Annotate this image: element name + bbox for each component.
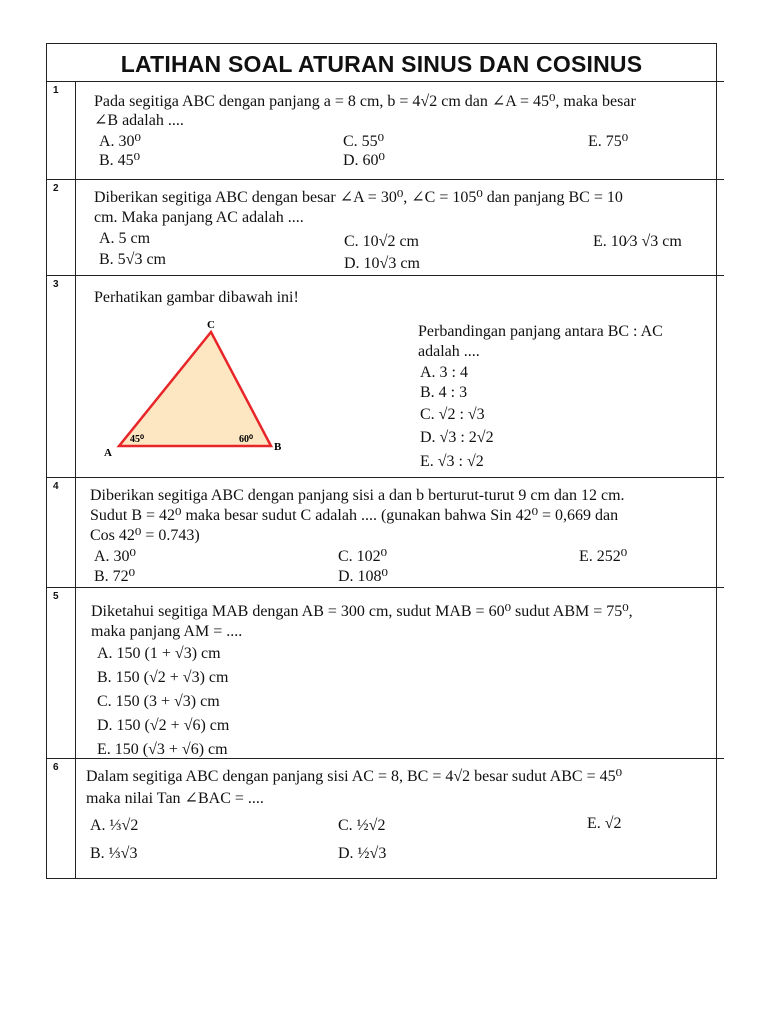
option-e[interactable]: E. √3 : √2 (420, 453, 484, 470)
option-e[interactable]: E. 252⁰ (579, 548, 628, 565)
option-d[interactable]: D. 60⁰ (343, 152, 385, 169)
question-text-line: Cos 42⁰ = 0.743) (90, 527, 200, 544)
row-tick (716, 81, 724, 82)
angle-label-b: 60⁰ (239, 434, 254, 445)
vertex-label-a: A (104, 447, 112, 459)
option-e[interactable]: E. 10⁄3 √3 cm (593, 233, 682, 250)
option-d[interactable]: D. ½√3 (338, 845, 387, 862)
question-row-2 (47, 179, 716, 276)
question-text-line: Diketahui segitiga MAB dengan AB = 300 cm, sudut MAB = 60⁰ sudut ABM = 75⁰, (91, 603, 633, 620)
question-row-5 (47, 587, 716, 759)
option-c[interactable]: C. 150 (3 + √3) cm (97, 693, 220, 710)
vertex-label-b: B (274, 441, 282, 453)
question-text-line: Sudut B = 42⁰ maka besar sudut C adalah .... (gunakan bahwa Sin 42⁰ = 0,669 dan (90, 507, 619, 524)
option-d[interactable]: D. 10√3 cm (344, 255, 420, 272)
angle-label-a: 45⁰ (130, 434, 145, 445)
question-side-line: adalah .... (418, 343, 480, 360)
question-number: 3 (53, 279, 59, 290)
question-text-line: Pada segitiga ABC dengan panjang a = 8 cm, b = 4√2 cm dan ∠A = 45⁰, maka besar (94, 93, 636, 110)
row-tick (716, 477, 724, 478)
question-row-3 (47, 275, 716, 474)
question-text-line: Perhatikan gambar dibawah ini! (94, 289, 299, 306)
question-text-line: Dalam segitiga ABC dengan panjang sisi AC = 8, BC = 4√2 besar sudut ABC = 45⁰ (86, 768, 623, 785)
option-b[interactable]: B. 4 : 3 (420, 384, 468, 401)
option-a[interactable]: A. 30⁰ (99, 133, 141, 150)
question-row-1 (47, 81, 716, 180)
question-number: 6 (53, 762, 59, 773)
option-b[interactable]: B. 45⁰ (99, 152, 141, 169)
option-a[interactable]: A. 3 : 4 (420, 364, 468, 381)
option-e[interactable]: E. √2 (587, 815, 622, 832)
page-title: LATIHAN SOAL ATURAN SINUS DAN COSINUS (120, 51, 643, 77)
question-text-line: Diberikan segitiga ABC dengan besar ∠A = 30⁰, ∠C = 105⁰ dan panjang BC = 10 (94, 189, 623, 206)
option-b[interactable]: B. 150 (√2 + √3) cm (97, 669, 229, 686)
option-b[interactable]: B. ⅓√3 (90, 845, 138, 862)
row-tick (716, 758, 724, 759)
question-number: 2 (53, 183, 59, 194)
row-tick (716, 275, 724, 276)
question-text-line: ∠B adalah .... (94, 112, 184, 129)
option-c[interactable]: C. √2 : √3 (420, 406, 485, 423)
option-d[interactable]: D. 150 (√2 + √6) cm (97, 717, 230, 734)
question-side-line: Perbandingan panjang antara BC : AC (418, 323, 663, 340)
row-tick (716, 587, 724, 588)
option-a[interactable]: A. 30⁰ (94, 548, 136, 565)
option-c[interactable]: C. 10√2 cm (344, 233, 419, 250)
question-number: 4 (53, 481, 59, 492)
vertex-label-c: C (207, 319, 215, 331)
row-tick (716, 179, 724, 180)
question-row-4 (47, 477, 716, 588)
option-d[interactable]: D. 108⁰ (338, 568, 388, 585)
question-text-line: cm. Maka panjang AC adalah .... (94, 209, 304, 226)
option-a[interactable]: A. 5 cm (99, 230, 151, 247)
worksheet (46, 43, 717, 879)
option-b[interactable]: B. 5√3 cm (99, 251, 166, 268)
option-d[interactable]: D. √3 : 2√2 (420, 429, 494, 446)
triangle-figure (99, 316, 299, 461)
option-e[interactable]: E. 150 (√3 + √6) cm (97, 741, 228, 758)
triangle-shape (119, 332, 271, 446)
question-text-line: maka nilai Tan ∠BAC = .... (86, 790, 264, 807)
option-e[interactable]: E. 75⁰ (588, 133, 629, 150)
option-c[interactable]: C. 55⁰ (343, 133, 385, 150)
option-b[interactable]: B. 72⁰ (94, 568, 136, 585)
option-c[interactable]: C. 102⁰ (338, 548, 388, 565)
question-text-line: maka panjang AM = .... (91, 623, 243, 640)
question-number: 5 (53, 591, 59, 602)
option-c[interactable]: C. ½√2 (338, 817, 386, 834)
option-a[interactable]: A. ⅓√2 (90, 817, 139, 834)
question-text-line: Diberikan segitiga ABC dengan panjang sisi a dan b berturut-turut 9 cm dan 12 cm. (90, 487, 625, 504)
question-number: 1 (53, 85, 59, 96)
question-row-6 (47, 758, 716, 879)
option-a[interactable]: A. 150 (1 + √3) cm (97, 645, 221, 662)
